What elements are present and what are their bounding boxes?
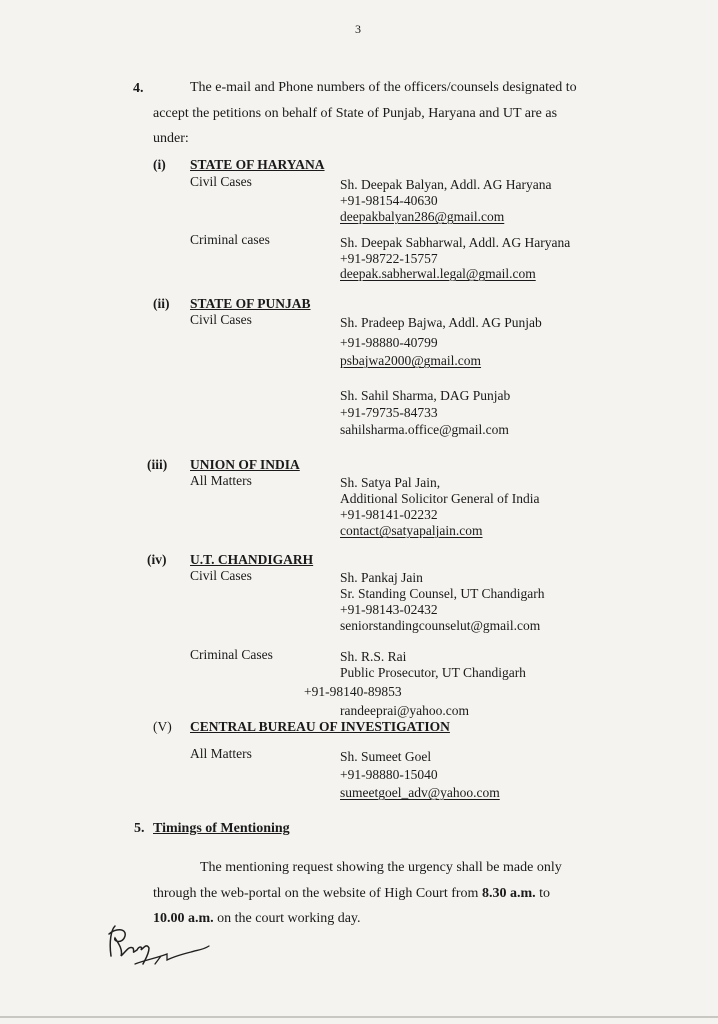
punjab-officer-1-name: Sh. Pradeep Bajwa, Addl. AG Punjab	[340, 315, 542, 330]
chandigarh-heading: U.T. CHANDIGARH	[190, 552, 314, 567]
union-roman: (iii)	[147, 457, 168, 472]
chandigarh-criminal-email: randeeprai@yahoo.com	[340, 703, 470, 718]
cbi-email: sumeetgoel_adv@yahoo.com	[340, 785, 500, 800]
chandigarh-roman: (iv)	[147, 552, 167, 567]
section-5-line-2-text: through the web-portal on the website of High Court from	[153, 886, 482, 901]
punjab-roman: (ii)	[153, 296, 170, 311]
haryana-roman: (i)	[153, 157, 166, 172]
union-name: Sh. Satya Pal Jain,	[340, 475, 441, 490]
haryana-civil-label: Civil Cases	[190, 174, 252, 189]
haryana-criminal-phone: +91-98722-15757	[340, 251, 438, 266]
union-designation: Additional Solicitor General of India	[340, 491, 540, 506]
haryana-criminal-email: deepak.sabherwal.legal@gmail.com	[340, 266, 536, 281]
chandigarh-civil-label: Civil Cases	[190, 568, 252, 583]
section-4-intro-line-2: accept the petitions on behalf of State of Punjab, Haryana and UT are as	[153, 106, 558, 121]
section-5-end-time: 10.00 a.m.	[153, 911, 214, 926]
chandigarh-civil-phone: +91-98143-02432	[340, 602, 438, 617]
punjab-officer-2-email: sahilsharma.office@gmail.com	[340, 422, 509, 437]
haryana-civil-email: deepakbalyan286@gmail.com	[340, 209, 505, 224]
chandigarh-civil-name: Sh. Pankaj Jain	[340, 570, 423, 585]
section-4-intro-line-1: The e-mail and Phone numbers of the officers/counsels designated to	[190, 80, 577, 95]
section-5-heading: Timings of Mentioning	[153, 821, 290, 836]
cbi-roman: (V)	[153, 719, 172, 734]
chandigarh-criminal-label: Criminal Cases	[190, 647, 273, 662]
cbi-phone: +91-98880-15040	[340, 767, 438, 782]
section-4-number: 4.	[133, 81, 144, 96]
chandigarh-civil-designation: Sr. Standing Counsel, UT Chandigarh	[340, 586, 545, 601]
section-5-number: 5.	[134, 821, 145, 836]
punjab-officer-1-email: psbajwa2000@gmail.com	[340, 353, 482, 368]
cbi-heading: CENTRAL BUREAU OF INVESTIGATION	[190, 719, 450, 734]
cbi-name: Sh. Sumeet Goel	[340, 749, 432, 764]
section-5-line-1: The mentioning request showing the urgency shall be made only	[200, 860, 562, 875]
union-heading: UNION OF INDIA	[190, 457, 300, 472]
union-email: contact@satyapaljain.com	[340, 523, 483, 538]
section-5-line-2	[153, 886, 550, 902]
punjab-officer-2-name: Sh. Sahil Sharma, DAG Punjab	[340, 388, 511, 403]
haryana-criminal-label: Criminal cases	[190, 232, 270, 247]
section-5-line-2-end: to	[535, 886, 550, 901]
union-label: All Matters	[190, 473, 252, 488]
punjab-officer-1-phone: +91-98880-40799	[340, 335, 438, 350]
handwritten-signature	[105, 920, 215, 970]
chandigarh-criminal-name: Sh. R.S. Rai	[340, 649, 407, 664]
section-5-start-time: 8.30 a.m.	[481, 886, 536, 901]
punjab-heading: STATE OF PUNJAB	[190, 296, 311, 311]
chandigarh-civil-email: seniorstandingcounselut@gmail.com	[340, 618, 541, 633]
section-5-line-3-text: on the court working day.	[213, 911, 361, 926]
page-number: 3	[355, 22, 361, 36]
chandigarh-criminal-phone: +91-98140-89853	[304, 684, 402, 699]
cbi-label: All Matters	[190, 746, 252, 761]
punjab-civil-label: Civil Cases	[190, 312, 252, 327]
union-phone: +91-98141-02232	[340, 507, 438, 522]
chandigarh-criminal-designation: Public Prosecutor, UT Chandigarh	[340, 665, 526, 680]
haryana-criminal-name: Sh. Deepak Sabharwal, Addl. AG Haryana	[340, 235, 571, 250]
haryana-civil-phone: +91-98154-40630	[340, 193, 438, 208]
page-bottom-edge	[0, 1016, 718, 1018]
haryana-civil-name: Sh. Deepak Balyan, Addl. AG Haryana	[340, 177, 552, 192]
haryana-heading: STATE OF HARYANA	[190, 157, 325, 172]
section-4-intro-line-3: under:	[153, 131, 189, 146]
punjab-officer-2-phone: +91-79735-84733	[340, 405, 438, 420]
